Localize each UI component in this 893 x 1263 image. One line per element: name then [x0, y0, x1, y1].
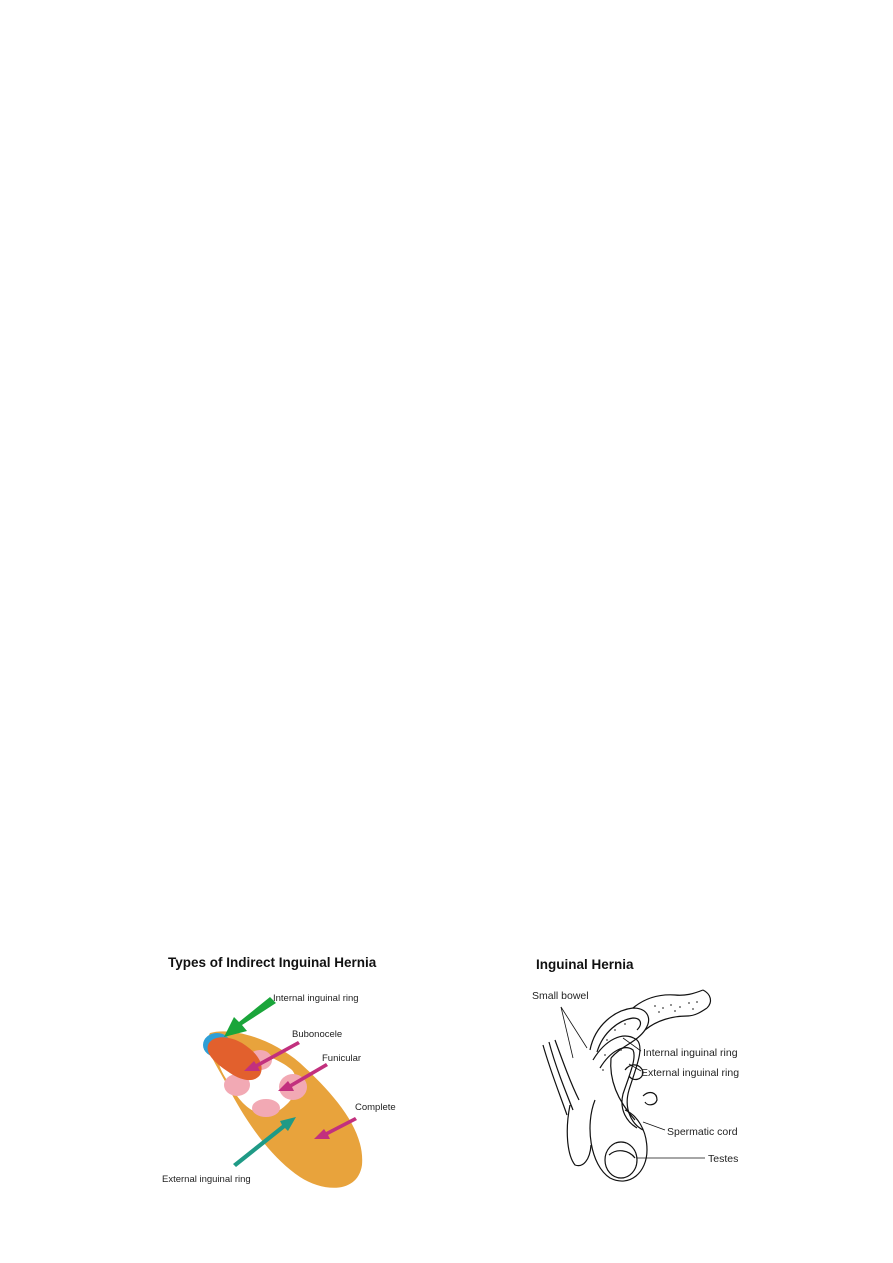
indirect-hernia-illustration: [150, 945, 410, 1195]
leader-small-bowel-1: [561, 1007, 573, 1058]
label-external-inguinal-ring: External inguinal ring: [162, 1174, 251, 1185]
penis-outline: [567, 1105, 591, 1166]
indirect-hernia-diagram: [150, 945, 410, 1195]
left-figure-title: Types of Indirect Inguinal Hernia: [168, 955, 377, 970]
label-external-inguinal-ring-right: External inguinal ring: [641, 1067, 740, 1079]
leader-spermatic-cord: [643, 1122, 665, 1130]
inguinal-hernia-diagram: [525, 950, 755, 1190]
pink-lobe-lower: [252, 1099, 280, 1117]
green-arrow-icon: [224, 997, 276, 1037]
label-spermatic-cord: Spermatic cord: [667, 1126, 738, 1138]
abdominal-wall-line-1: [543, 1045, 567, 1115]
label-funicular: Funicular: [322, 1053, 362, 1064]
label-testes: Testes: [708, 1153, 739, 1165]
bowel-end-cap: [703, 990, 710, 1008]
label-small-bowel: Small bowel: [532, 990, 589, 1002]
cord-loop-2: [643, 1093, 657, 1105]
right-figure-title: Inguinal Hernia: [536, 957, 634, 972]
bowel-upper-right-bottom: [645, 1008, 707, 1030]
inguinal-hernia-illustration: [525, 950, 755, 1190]
label-internal-inguinal-ring-right: Internal inguinal ring: [643, 1047, 738, 1059]
bowel-upper-right-top: [633, 990, 703, 1008]
leader-small-bowel-2: [561, 1007, 587, 1048]
testis-shape: [605, 1142, 637, 1178]
testis-detail: [609, 1151, 635, 1158]
label-complete: Complete: [355, 1102, 396, 1113]
scrotum-outline: [590, 1100, 647, 1181]
label-bubonocele: Bubonocele: [292, 1029, 343, 1040]
label-internal-inguinal-ring: Internal inguinal ring: [273, 993, 359, 1004]
